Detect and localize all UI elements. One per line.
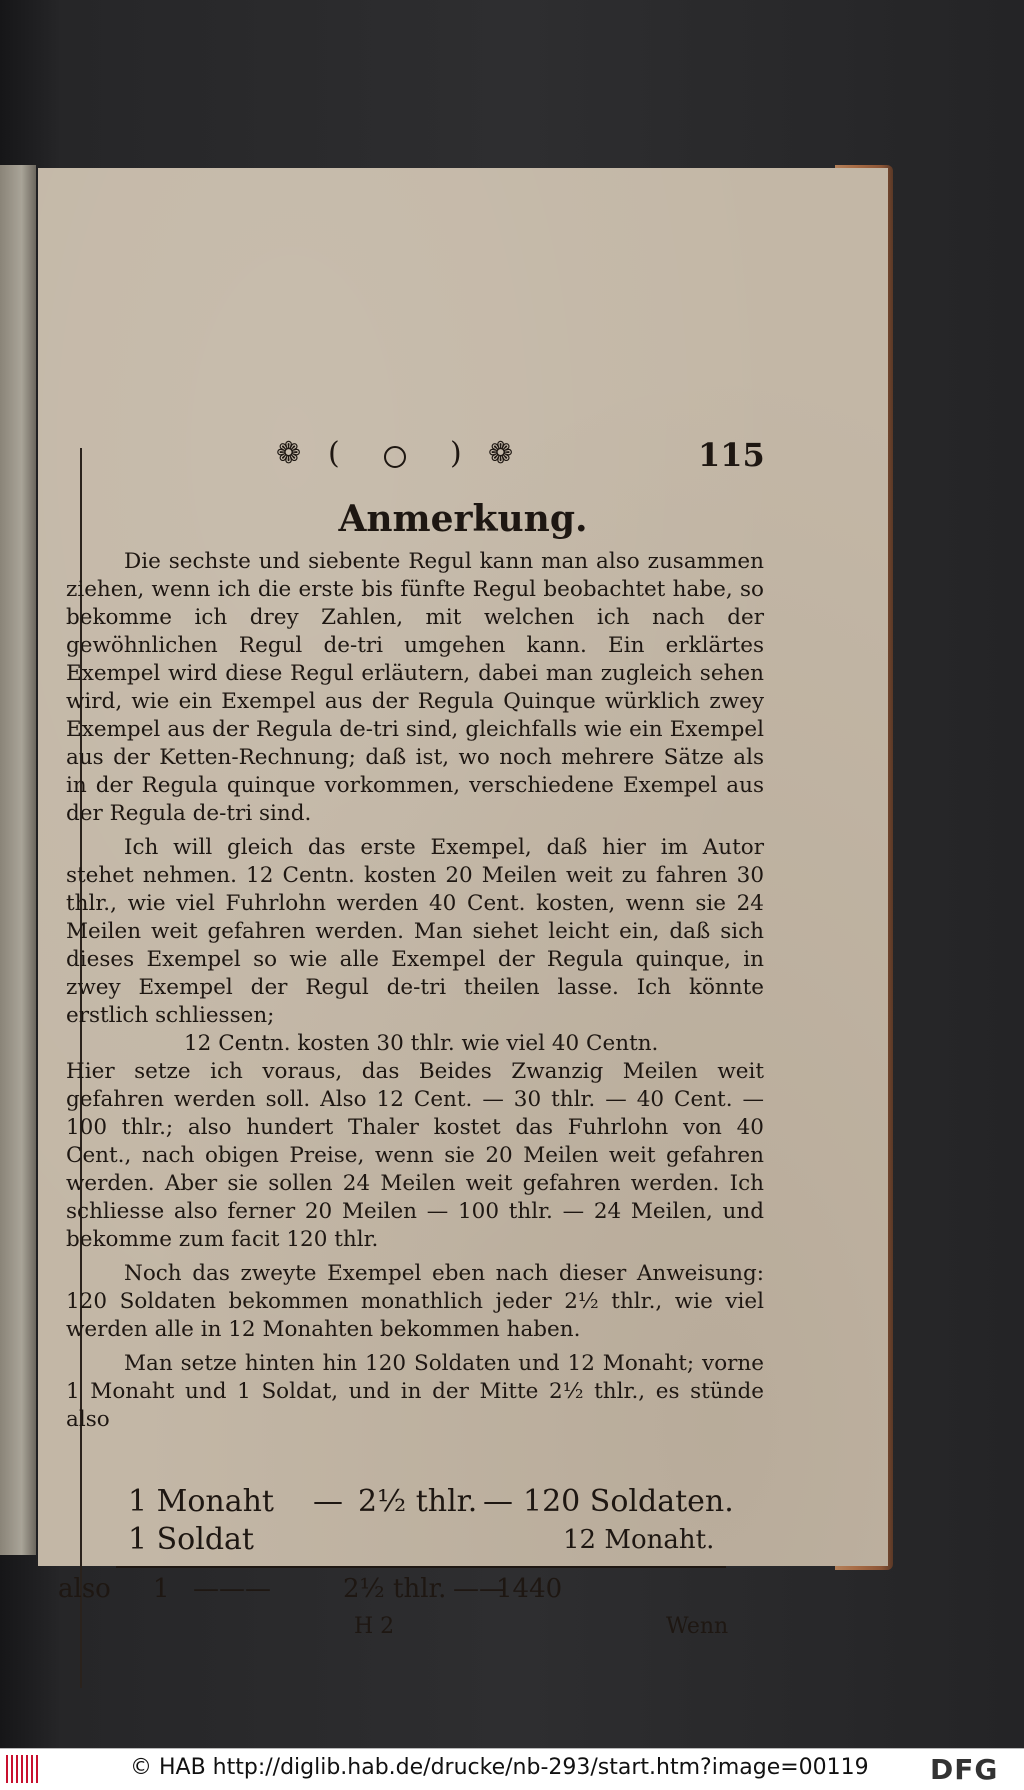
calculation-row [128,1483,778,1521]
result-dash: —— [453,1574,505,1604]
calculation-rule [116,1566,726,1568]
result-term: 1440 [496,1574,563,1604]
paragraph: Man setze hinten hin 120 Soldaten und 12 Monaht; vorne 1 Monaht und 1 Soldat, und in der Mitte 2½ thlr., es stünde also [66,1351,764,1432]
result-term: 1 [153,1574,170,1604]
calc-term: 1 Soldat [128,1522,254,1557]
calculation-result [58,1574,778,1614]
credit-link[interactable]: © HAB http://diglib.hab.de/drucke/nb-293/start.htm?image=00119 [130,1755,869,1780]
paragraph: Hier setze ich voraus, das Beides Zwanzig Meilen weit gefahren werden soll. Also 12 Cent. — 30 thlr. — 40 Cent. — 100 thlr.; also hundert Thaler kostet das Fuhrlohn von 40 Cent., nach obigen Preise, wenn sie 20 Meilen weit gefahren werden. Aber sie sollen 24 Meilen weit gefahren werden. Ich schliesse also ferner 20 Meilen — 100 thlr. — 24 Meilen, und bekomme zum facit 120 thlr. [66,1059,764,1252]
calc-term: 12 Monaht. [563,1525,715,1555]
header-paren-left: ( [328,436,340,471]
book-page [38,168,888,1639]
scale-ruler-icon [6,1755,40,1783]
paragraph: Ich will gleich das erste Exempel, daß hier im Autor stehet nehmen. 12 Centn. kosten 20 Meilen weit zu fahren 30 thlr., wie viel Fuhrlohn werden 40 Cent. kosten, wenn sie 24 Meilen weit gefahren werden. Man siehet leicht ein, daß sich dieses Exempel so wie alle Exempel der Regula quinque, in zwey Exempel der Regul de-tri theilen lasse. Ich könnte erstlich schliessen; [66,835,764,1028]
signature-mark: H 2 [354,1614,395,1639]
page-header [38,436,888,476]
calc-term: 1 Monaht [128,1484,274,1519]
calculation-block [128,1483,778,1559]
paragraph: Die sechste und siebente Regul kann man also zusammen ziehen, wenn ich die erste bis fünfte Regul beobachtet habe, so bekomme ich drey Zahlen, mit welchen ich nach der gewöhnlichen Regul de-tri umgehen kann. Ein erklärtes Exempel wird diese Regul erläutern, dabei man zugleich sehen wird, wie ein Exempel aus der Regula Quinque würklich zwey Exempel aus der Regula de-tri sind, gleichfalls wie ein Exempel aus der Ketten-Rechnung; daß ist, wo noch mehrere Sätze als in der Regula quinque vorkommen, verschiedene Exempel aus der Regula de-tri sind. [66,549,764,826]
result-dash: ——— [193,1574,271,1604]
page-number: 115 [698,436,765,474]
page-title: Anmerkung. [338,498,588,540]
result-term: 2½ thlr. [343,1574,447,1604]
calc-term: 2½ thlr. [358,1484,478,1519]
example-line: 12 Centn. kosten 30 thlr. wie viel 40 Centn. [184,1031,659,1056]
credit-bar [0,1748,1024,1790]
flower-ornament-icon: ❁ [488,436,514,471]
dfg-logo: DFG [930,1753,999,1786]
result-label: also [58,1574,111,1604]
page-footer [38,1614,888,1648]
left-page-edge [0,165,36,1555]
catchword: Wenn [666,1614,729,1639]
header-circle-ornament-icon [384,446,406,468]
calc-dash: — [313,1484,343,1519]
body-text [66,548,764,1434]
paragraph: Noch das zweyte Exempel eben nach dieser Anweisung: 120 Soldaten bekommen monathlich jeder 2½ thlr., wie viel werden alle in 12 Monahten bekommen haben. [66,1261,764,1342]
header-paren-right: ) [450,436,462,471]
calc-dash: — [483,1484,513,1519]
flower-ornament-icon: ❁ [276,436,302,471]
calc-term: 120 Soldaten. [523,1484,734,1519]
calculation-row [128,1521,778,1559]
